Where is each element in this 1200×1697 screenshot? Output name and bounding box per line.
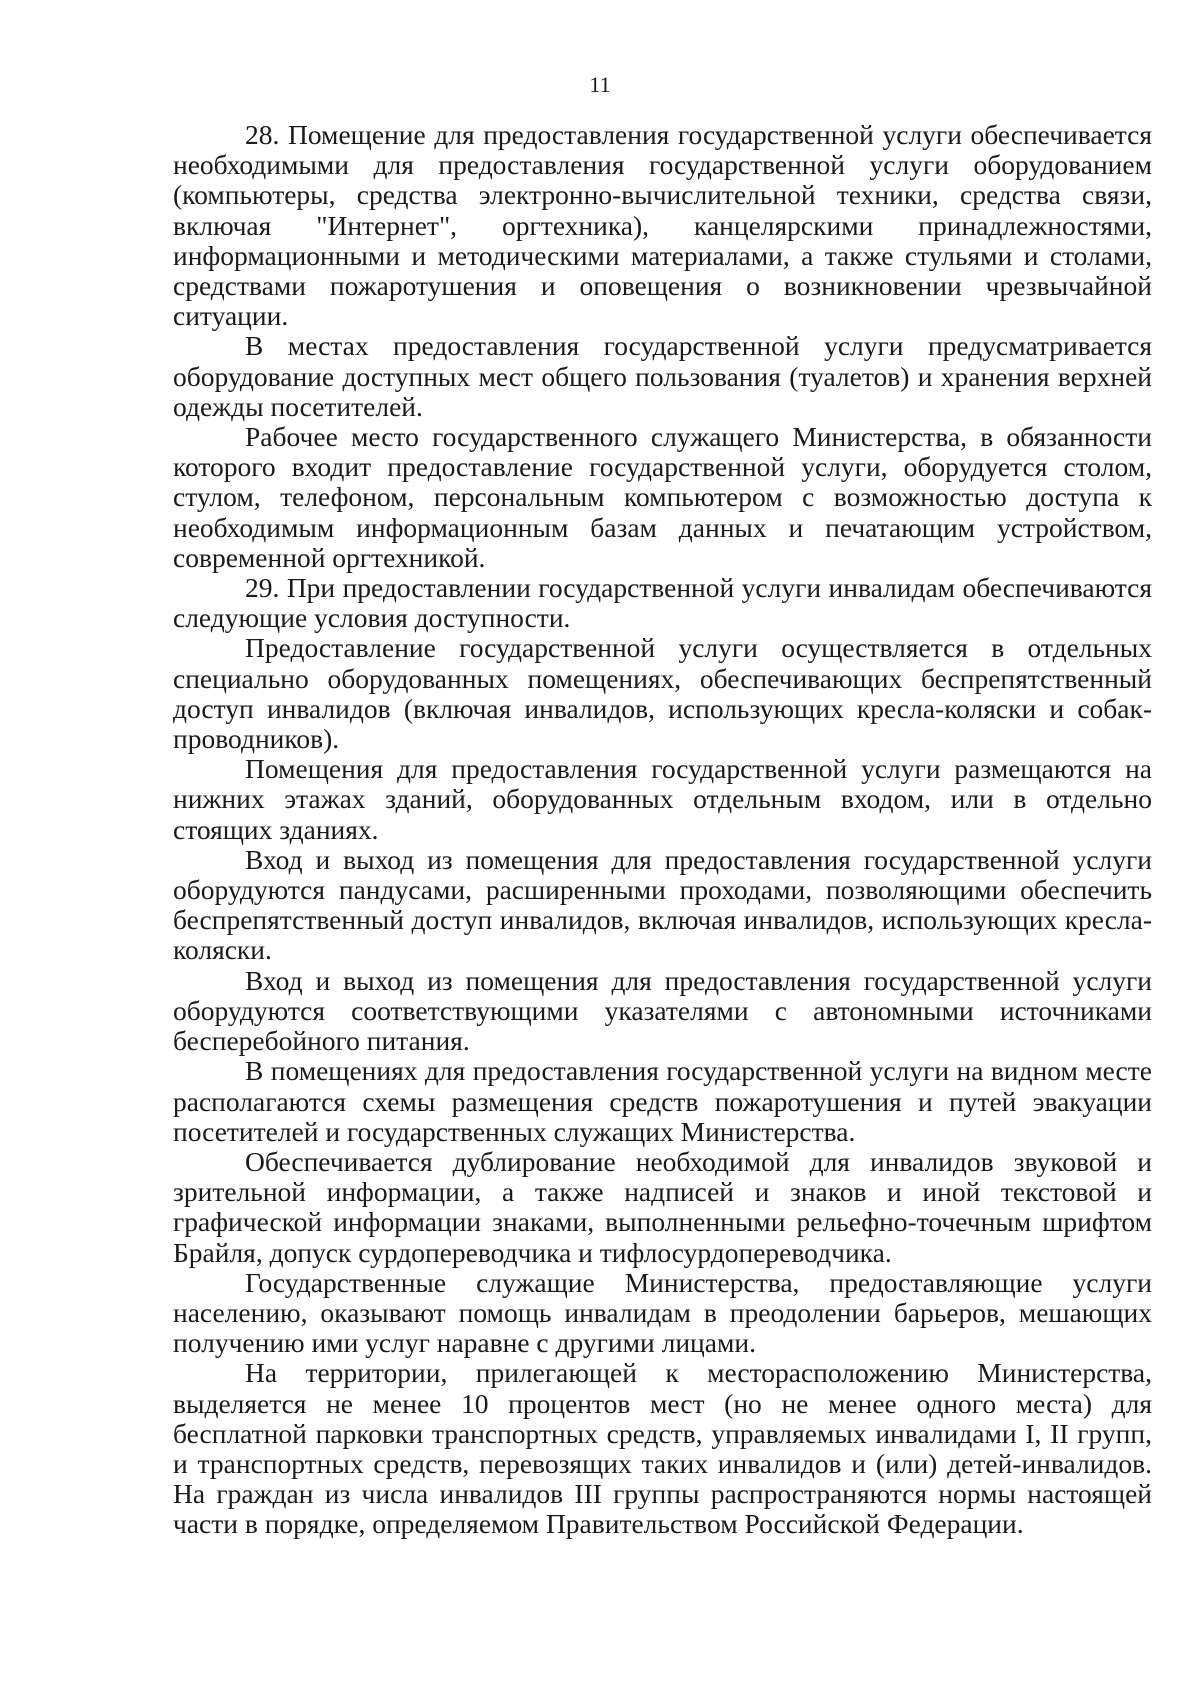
paragraph-signs: Вход и выход из помещения для предоставления государственной услуги оборудуются соответствующими указателями с автономными источниками бесперебойного питания. xyxy=(173,964,1152,1057)
document-body xyxy=(173,120,1152,1540)
paragraph-assistance: Государственные служащие Министерства, предоставляющие услуги населению, оказывают помощь инвалидам в преодолении барьеров, мешающих получению ими услуг наравне с другими лицами. xyxy=(173,1266,1152,1359)
page-number: 11 xyxy=(589,72,611,97)
paragraph-braille: Обеспечивается дублирование необходимой для инвалидов звуковой и зрительной информации, а также надписей и знаков и иной текстовой и графической информации знаками, выполненными рельефно-точечным шрифтом Брайля, допуск сурдопереводчика и тифлосурдопереводчика. xyxy=(173,1145,1152,1268)
paragraph-evacuation-schemes: В помещениях для предоставления государственной услуги на видном месте располагаются схемы размещения средств пожаротушения и путей эвакуации посетителей и государственных служащих Министерства. xyxy=(173,1055,1152,1147)
paragraph-ramps: Вход и выход из помещения для предоставления государственной услуги оборудуются пандусами, расширенными проходами, позволяющими обеспечить беспрепятственный доступ инвалидов, включая инвалидов, использующих кресла-коляски. xyxy=(173,843,1152,966)
paragraph-special-premises: Предоставление государственной услуги осуществляется в отдельных специально оборудованных помещениях, обеспечивающих беспрепятственный доступ инвалидов (включая инвалидов, использующих кресла-коляски и собак-проводников). xyxy=(173,632,1152,755)
paragraph-public-facilities: В местах предоставления государственной услуги предусматривается оборудование доступных мест общего пользования (туалетов) и хранения верхней одежды посетителей. xyxy=(173,330,1152,422)
paragraph-lower-floors: Помещения для предоставления государственной услуги размещаются на нижних этажах зданий, оборудованных отдельным входом, или в отдельно стоящих зданиях. xyxy=(173,753,1152,845)
paragraph-28-premises-equipment: 28. Помещение для предоставления государственной услуги обеспечивается необходимыми для предоставления государственной услуги оборудованием (компьютеры, средства электронно-вычислительной техники, средства связи, включая "Интернет", оргтехника), канцелярскими принадлежностями, информационными и методическими материалами, а также стульями и столами, средствами пожаротушения и оповещения о возникновении чрезвычайной ситуации. xyxy=(173,119,1152,332)
paragraph-workplace: Рабочее место государственного служащего Министерства, в обязанности которого входит предоставление государственной услуги, оборудуется столом, стулом, телефоном, персональным компьютером с возможностью доступа к необходимым информационным базам данных и печатающим устройством, современной оргтехникой. xyxy=(173,421,1152,573)
paragraph-29-accessibility: 29. При предоставлении государственной услуги инвалидам обеспечиваются следующие условия доступности. xyxy=(173,572,1152,634)
paragraph-parking: На территории, прилегающей к месторасположению Министерства, выделяется не менее 10 процентов мест (но не менее одного места) для бесплатной парковки транспортных средств, управляемых инвалидами I, II групп, и транспортных средств, перевозящих таких инвалидов и (или) детей-инвалидов. На граждан из числа инвалидов III группы распространяются нормы настоящей части в порядке, определяемом Правительством Российской Федерации. xyxy=(173,1357,1152,1540)
